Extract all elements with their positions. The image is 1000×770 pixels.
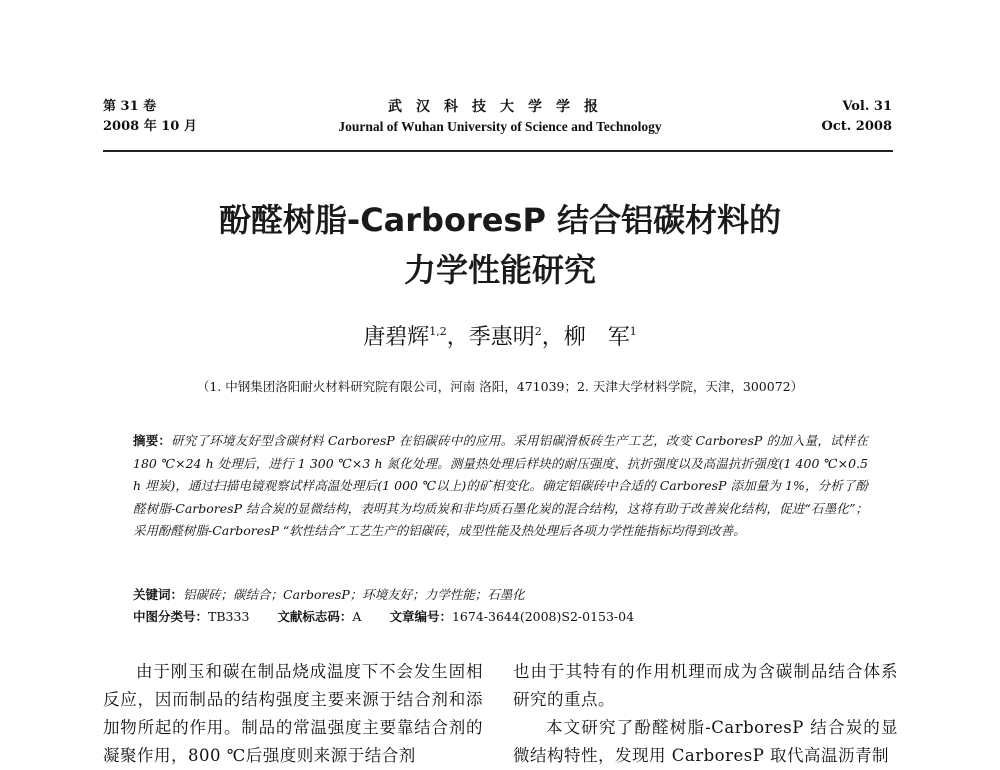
affiliation: （1. 中钢集团洛阳耐火材料研究院有限公司，河南 洛阳，471039；2. 天津大学材料学院，天津，300072） [196, 379, 804, 394]
author-3-affil: 1 [629, 325, 637, 338]
author-3: 柳 军 [563, 325, 630, 350]
author-1-affil: 1,2 [429, 325, 447, 338]
body-column-right [513, 658, 898, 770]
body-paragraph: 本文研究了酚醛树脂-CarboresP 结合炭的显微结构特性，发现用 CarboresP 取代高温沥青制 [513, 718, 898, 765]
volume-cn: 第 31 卷 [103, 99, 157, 114]
author-separator: ， [446, 325, 469, 350]
date-cn: 2008 年 10 月 [103, 119, 197, 134]
author-separator: ， [541, 325, 564, 350]
abstract-label: 摘要： [133, 433, 172, 448]
article-no-value: 1674-3644(2008)S2-0153-04 [451, 609, 635, 624]
doc-code-label: 文献标志码： [277, 609, 353, 624]
header-right [822, 97, 892, 137]
article-no-label: 文章编号： [389, 609, 452, 624]
body-column-left [103, 658, 483, 770]
author-2: 季惠明 [468, 325, 535, 350]
keywords-label: 关键词： [133, 587, 184, 602]
author-2-affil: 2 [534, 325, 542, 338]
journal-title-en: Journal of Wuhan University of Science and Technology [338, 119, 662, 134]
header-rule [103, 150, 893, 152]
clc-value: TB333 [208, 609, 250, 624]
paper-title-line1: 酚醛树脂-CarboresP 结合铝碳材料的 [218, 201, 782, 239]
author-1: 唐碧辉 [363, 325, 430, 350]
paper-title-line2: 力学性能研究 [403, 251, 596, 289]
keywords [133, 584, 873, 606]
author-list [0, 317, 1000, 353]
body-paragraph: 由于刚玉和碳在制品烧成温度下不会发生固相反应，因而制品的结构强度主要来源于结合剂和添加物所起的作用。制品的常温强度主要靠结合剂的凝聚作用，800 ℃后强度则来源于结合剂 [103, 662, 483, 765]
volume-en: Vol. 31 [842, 99, 892, 114]
keywords-text: 铝碳砖；碳结合；CarboresP；环境友好；力学性能；石墨化 [183, 587, 525, 602]
classification-line [133, 606, 873, 628]
abstract [133, 430, 868, 543]
abstract-text: 研究了环境友好型含碳材料 CarboresP 在铝碳砖中的应用。采用铝碳滑板砖生产工艺，改变 CarboresP 的加入量，试样在 180 ℃×24 h 处理后，进行 1 300 ℃×3 h 氮化处理。测量热处理后样块的耐压强度、抗折强度以及高温抗折强度(1 400 ℃×0.5 h 埋炭)，通过扫描电镜观察试样高温处理后(1 000 ℃以上)的矿相变化。确定铝碳砖中合适的 CarboresP 添加量为 1%，分析了酚醛树脂-CarboresP 结合炭的显微结构，表明其为均质炭和非均质石墨化炭的混合结构，这将有助于改善炭化结构，促进“石墨化”；采用酚醛树脂-CarboresP “软性结合”工艺生产的铝碳砖，成型性能及热处理后各项力学性能指标均得到改善。 [133, 433, 868, 539]
clc-label: 中图分类号： [133, 609, 209, 624]
doc-code-value: A [352, 609, 362, 624]
journal-title-cn: 武汉科技大学学报 [388, 99, 612, 115]
body-paragraph: 也由于其特有的作用机理而成为含碳制品结合体系研究的重点。 [513, 662, 898, 709]
date-en: Oct. 2008 [821, 119, 892, 134]
